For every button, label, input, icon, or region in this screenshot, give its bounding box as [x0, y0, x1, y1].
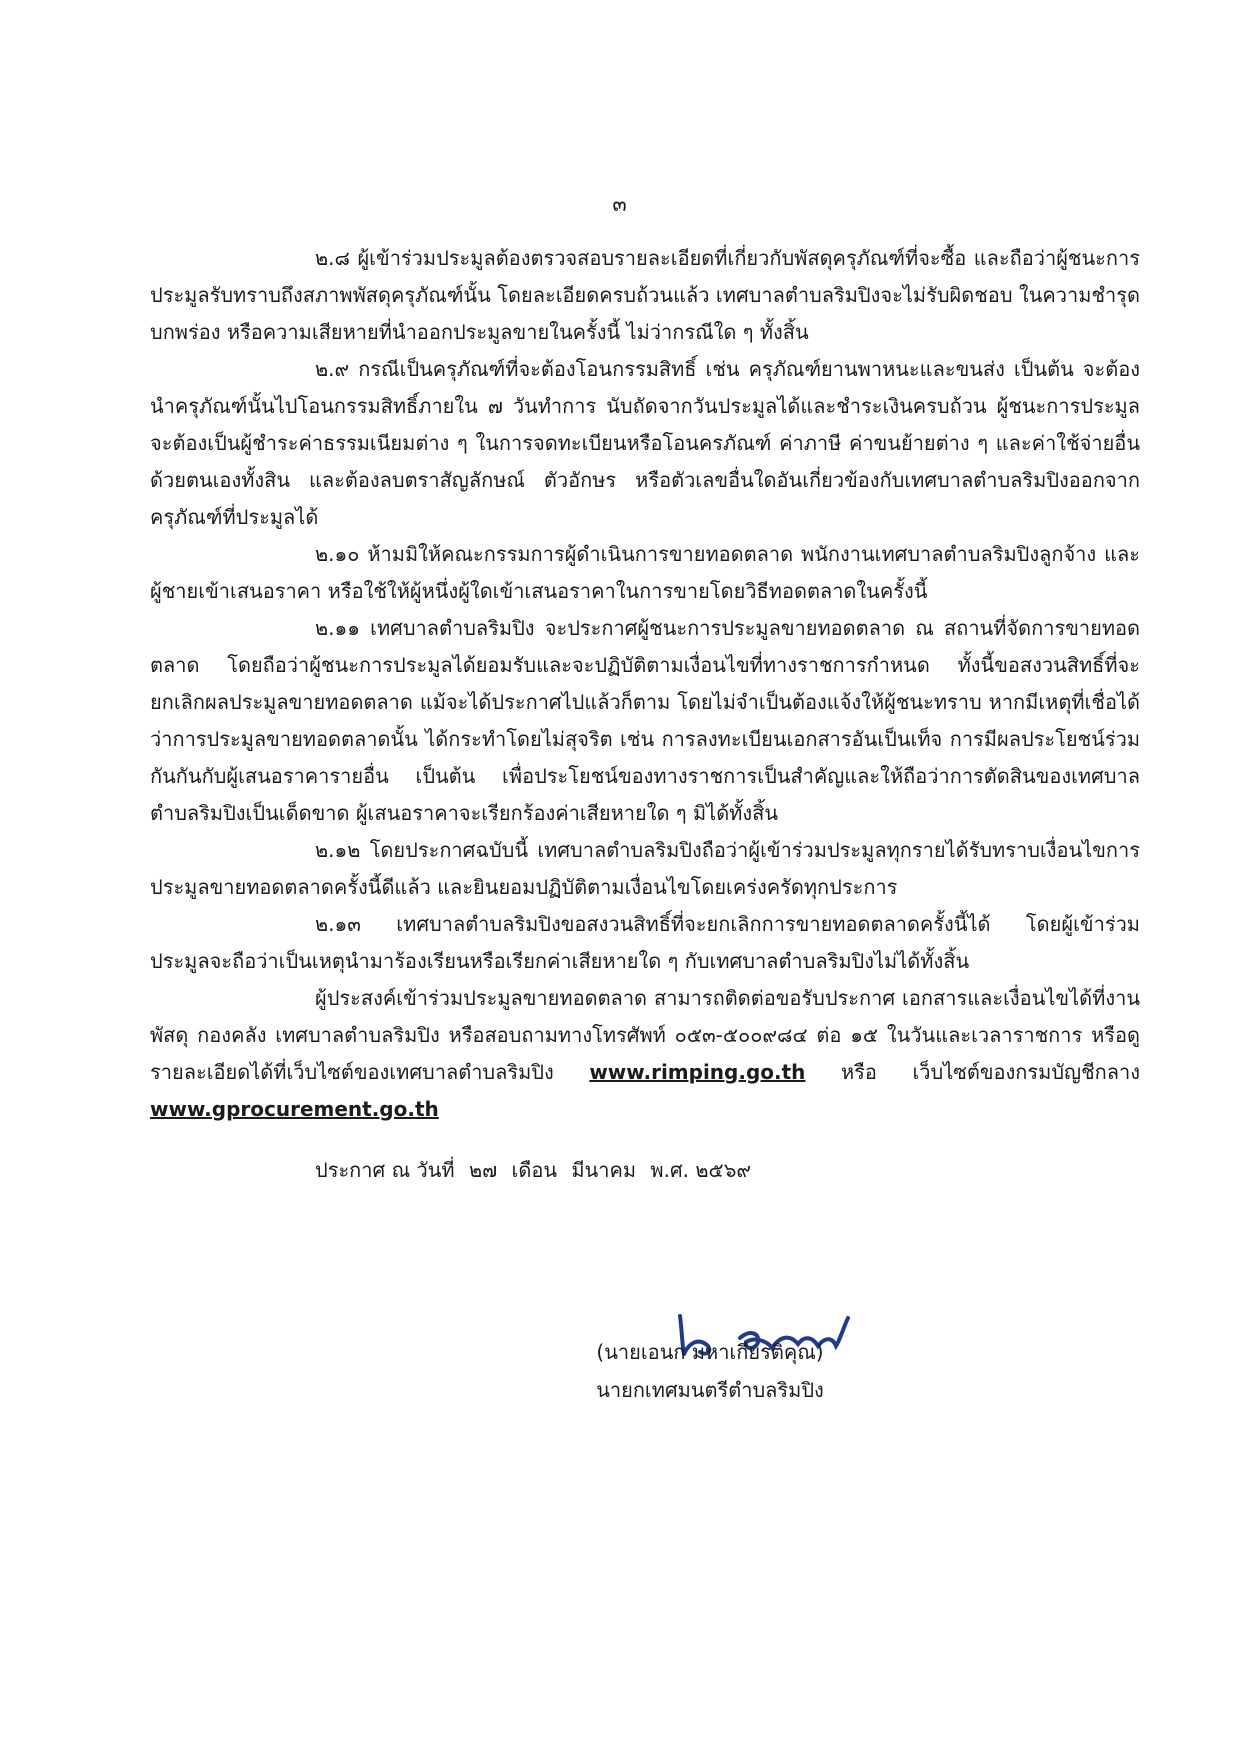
document-body	[150, 240, 1140, 1128]
signer-position: นายกเทศมนตรีตำบลริมปิง	[596, 1378, 824, 1402]
announce-month: มีนาคม	[571, 1158, 637, 1182]
page-number: ๓	[612, 192, 627, 216]
announce-year: พ.ศ. ๒๕๖๙	[650, 1158, 752, 1182]
contact-paragraph	[150, 980, 1140, 1128]
contact-text: ผู้ประสงค์เข้าร่วมประมูลขายทอดตลาด สามารถติดต่อขอรับประกาศ เอกสารและเงื่อนไขได้ที่งานพัสดุ กองคลัง เทศบาลตำบลริมปิง หรือสอบถามทางโทรศัพท์ ๐๕๓-๕๐๐๙๘๔ ต่อ ๑๕ ในวันและเวลาราชการ หรือดูรายละเอียดได้ที่เว็บไซต์ของเทศบาลตำบลริมปิง	[150, 986, 1140, 1084]
announce-day: ๒๗	[468, 1158, 498, 1182]
clause-2-9: ๒.๙ กรณีเป็นครุภัณฑ์ที่จะต้องโอนกรรมสิทธิ์ เช่น ครุภัณฑ์ยานพาหนะและขนส่ง เป็นต้น จะต้องนำครุภัณฑ์นั้นไปโอนกรรมสิทธิ์ภายใน ๗ วันทำการ นับถัดจากวันประมูลได้และชำระเงินครบถ้วน ผู้ชนะการประมูลจะต้องเป็นผู้ชำระค่าธรรมเนียมต่าง ๆ ในการจดทะเบียนหรือโอนครภัณฑ์ ค่าภาษี ค่าขนย้ายต่าง ๆ และค่าใช้จ่ายอื่นด้วยตนเองทั้งสิน และต้องลบตราสัญลักษณ์ ตัวอักษร หรือตัวเลขอื่นใดอันเกี่ยวข้องกับเทศบาลตำบลริมปิงออกจากครุภัณฑ์ที่ประมูลได้	[150, 357, 1140, 529]
clause-2-8: ๒.๘ ผู้เข้าร่วมประมูลต้องตรวจสอบรายละเอียดที่เกี่ยวกับพัสดุครุภัณฑ์ที่จะซื้อ และถือว่าผู้ชนะการประมูลรับทราบถึงสภาพพัสดุครุภัณฑ์นั้น โดยละเอียดครบถ้วนแล้ว เทศบาลตำบลริมปิงจะไม่รับผิดชอบ ในความชำรุดบกพร่อง หรือความเสียหายที่นำออกประมูลขายในครั้งนี้ ไม่ว่ากรณีใด ๆ ทั้งสิ้น	[150, 246, 1140, 344]
rimping-website-link[interactable]: www.rimping.go.th	[589, 1060, 806, 1084]
announce-label: ประกาศ ณ วันที่	[315, 1158, 455, 1182]
clause-2-12: ๒.๑๒ โดยประกาศฉบับนี้ เทศบาลตำบลริมปิงถือว่าผู้เข้าร่วมประมูลทุกรายได้รับทราบเงื่อนไขการประมูลขายทอดตลาดครั้งนี้ดีแล้ว และยินยอมปฏิบัติตามเงื่อนไขโดยเคร่งครัดทุกประการ	[150, 838, 1140, 899]
clause-2-11: ๒.๑๑ เทศบาลตำบลริมปิง จะประกาศผู้ชนะการประมูลขายทอดตลาด ณ สถานที่จัดการขายทอดตลาด โดยถือว่าผู้ชนะการประมูลได้ยอมรับและจะปฏิบัติตามเงื่อนไขที่ทางราชการกำหนด ทั้งนี้ขอสงวนสิทธิ์ที่จะยกเลิกผลประมูลขายทอดตลาด แม้จะได้ประกาศไปแล้วก็ตาม โดยไม่จำเป็นต้องแจ้งให้ผู้ชนะทราบ หากมีเหตุที่เชื่อได้ว่าการประมูลขายทอดตลาดนั้น ได้กระทำโดยไม่สุจริต เช่น การลงทะเบียนเอกสารอันเป็นเท็จ การมีผลประโยชน์ร่วมกันกันกับผู้เสนอราคารายอื่น เป็นต้น เพื่อประโยชน์ของทางราชการเป็นสำคัญและให้ถือว่าการตัดสินของเทศบาลตำบลริมปิงเป็นเด็ดขาด ผู้เสนอราคาจะเรียกร้องค่าเสียหายใด ๆ มิได้ทั้งสิ้น	[150, 616, 1140, 825]
announce-month-label: เดือน	[511, 1158, 558, 1182]
announcement-date	[315, 1152, 759, 1189]
clause-2-10: ๒.๑๐ ห้ามมิให้คณะกรรมการผู้ดำเนินการขายทอดตลาด พนักงานเทศบาลตำบลริมปิงลูกจ้าง และผู้ชายเข้าเสนอราคา หรือใช้ให้ผู้หนึ่งผู้ใดเข้าเสนอราคาในการขายโดยวิธีทอดตลาดในครั้งนี้	[150, 542, 1140, 603]
contact-text-middle: หรือ เว็บไซต์ของกรมบัญชีกลาง	[840, 1060, 1141, 1084]
gprocurement-website-link[interactable]: www.gprocurement.go.th	[150, 1097, 439, 1121]
clause-2-13: ๒.๑๓ เทศบาลตำบลริมปิงขอสงวนสิทธิ์ที่จะยกเลิกการขายทอดตลาดครั้งนี้ได้ โดยผู้เข้าร่วมประมูลจะถือว่าเป็นเหตุนำมาร้องเรียนหรือเรียกค่าเสียหายใด ๆ กับเทศบาลตำบลริมปิงไม่ได้ทั้งสิ้น	[150, 912, 1140, 973]
signer-name: (นายเอนก มหาเกียรติคุณ)	[596, 1340, 824, 1364]
